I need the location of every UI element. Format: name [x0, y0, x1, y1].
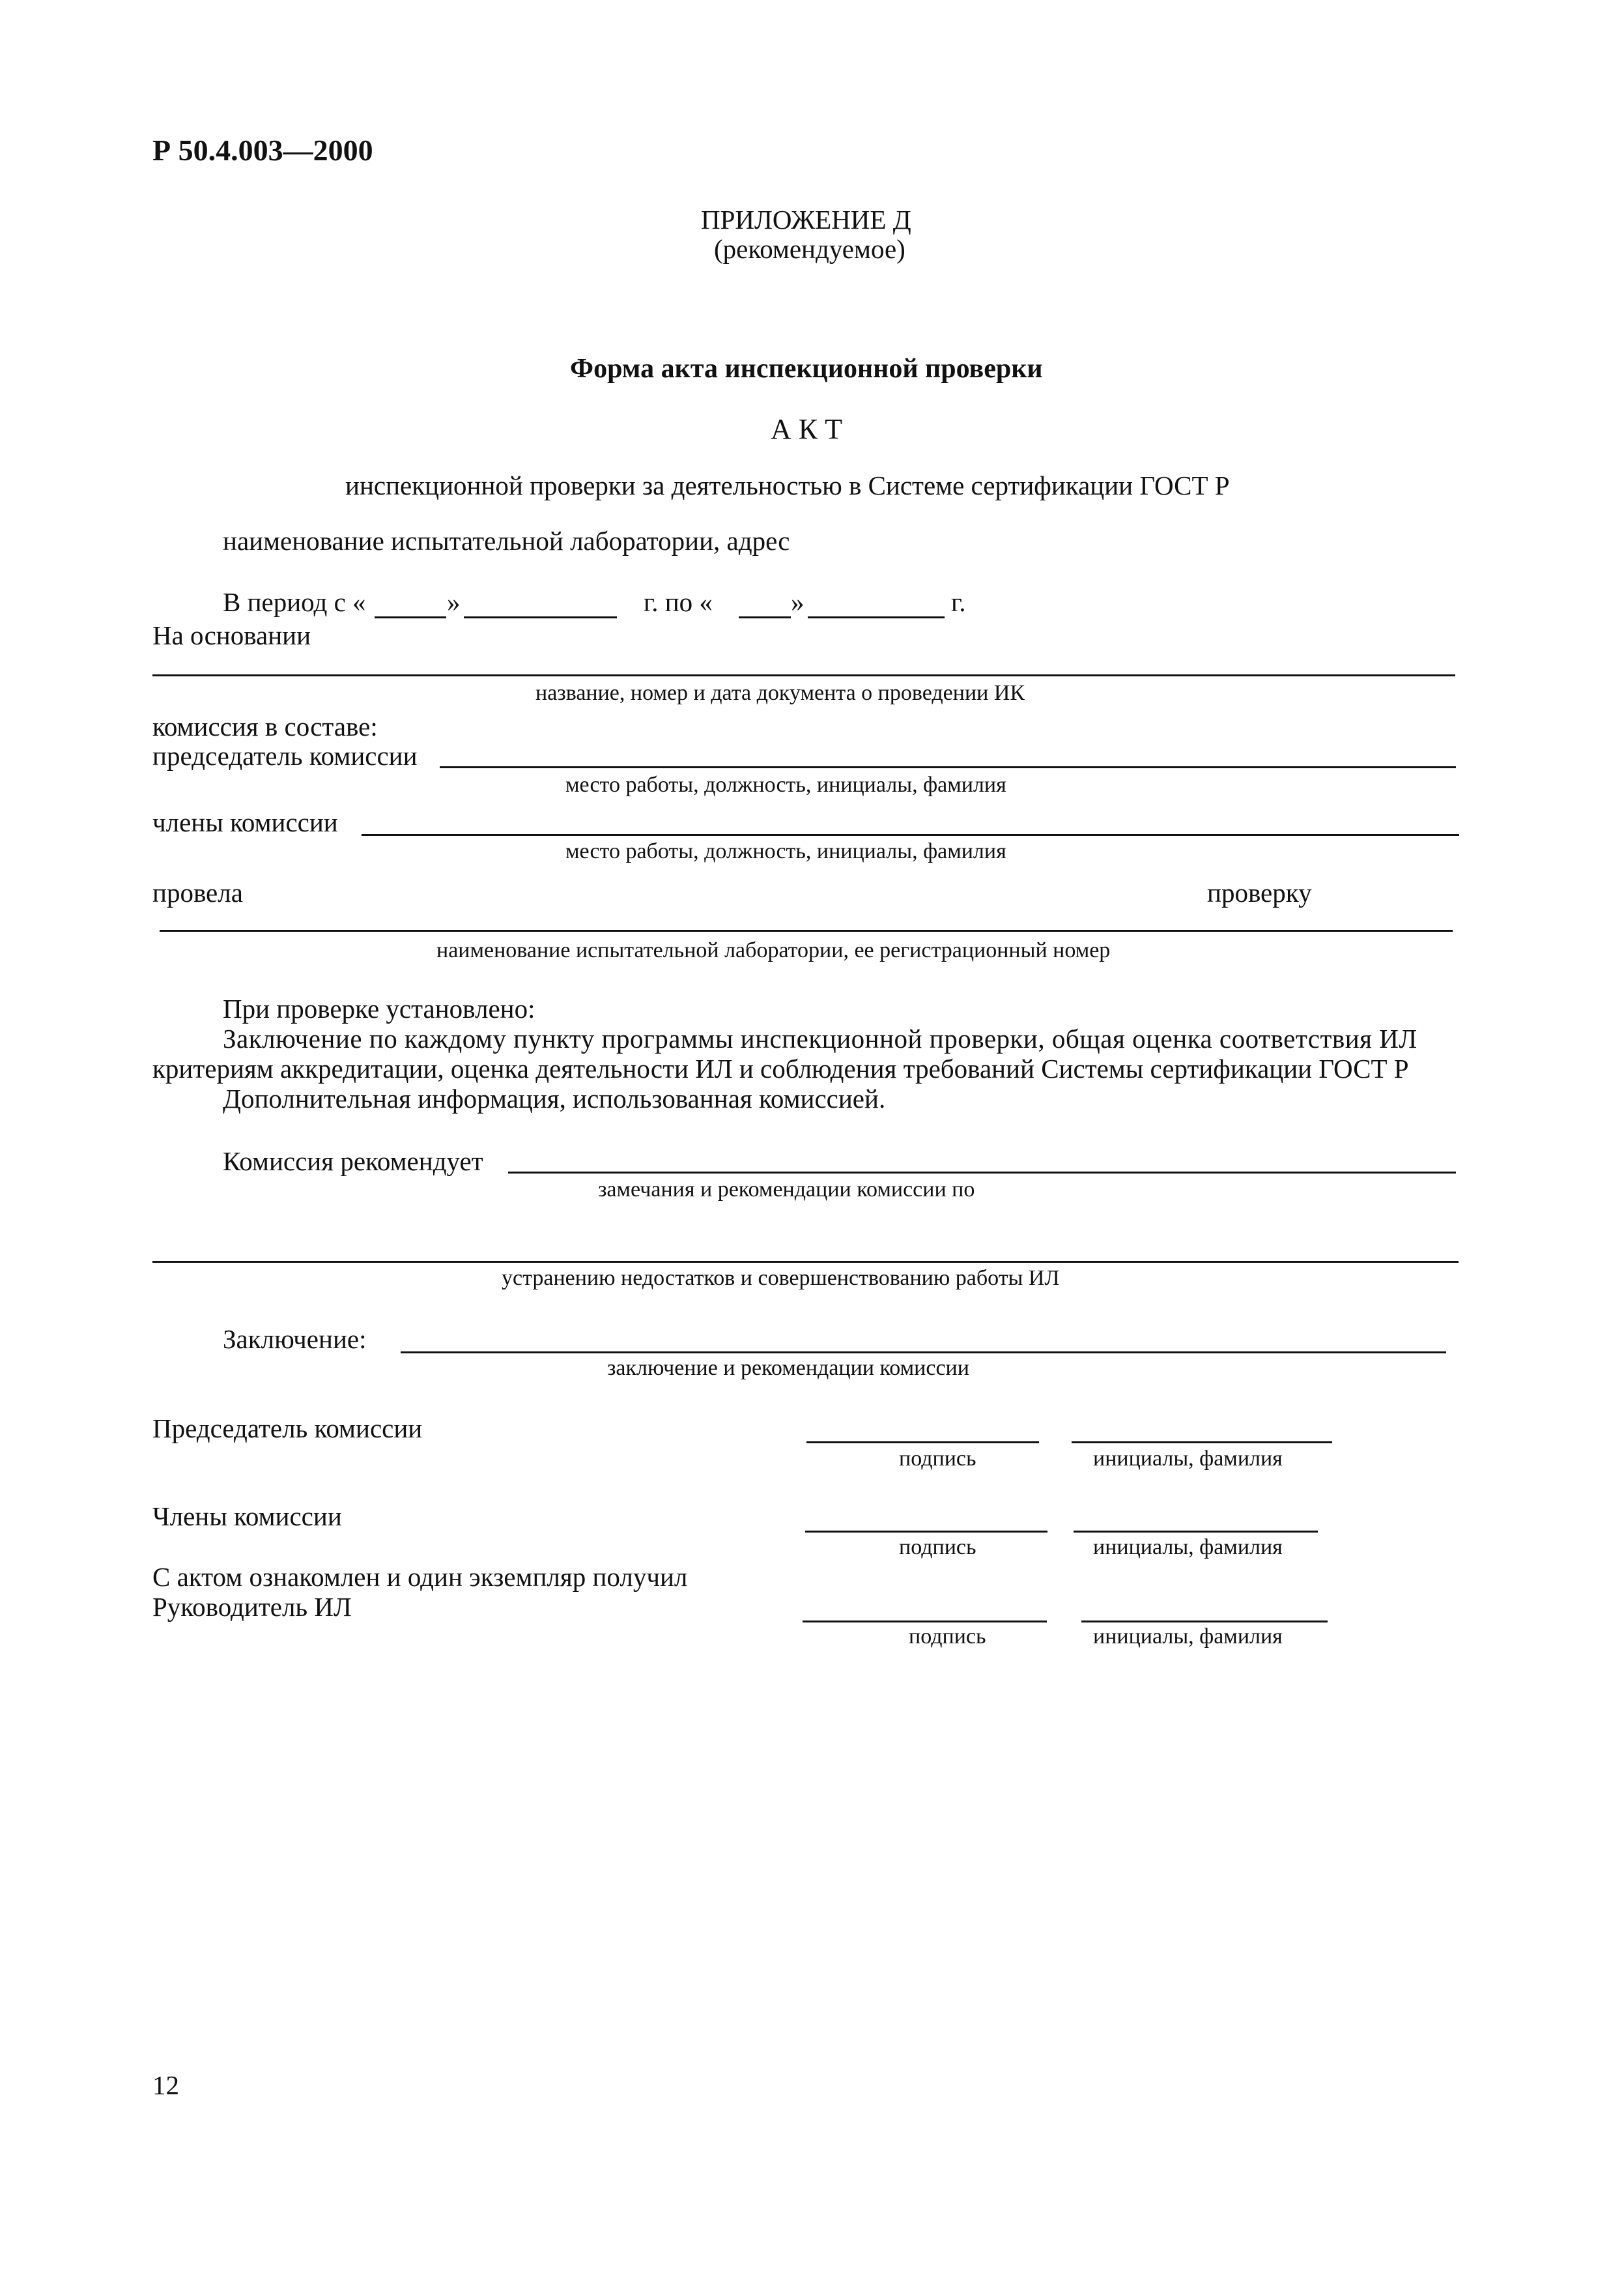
signature-ack-line1: С актом ознакомлен и один экземпляр получил: [152, 1562, 688, 1592]
commission-chair-label: председатель комиссии: [152, 741, 418, 771]
findings-conclusion-line2: критериям аккредитации, оценка деятельности ИЛ и соблюдения требований Системы сертификации ГОСТ Р: [152, 1054, 1409, 1084]
period-month2-blank: [808, 616, 945, 618]
signature-ack-line2: Руководитель ИЛ: [152, 1592, 352, 1622]
signature-head-name-blank: [1081, 1621, 1328, 1622]
recommend-caption2: устранению недостатков и совершенствованию работы ИЛ: [502, 1266, 1060, 1290]
commission-chair-caption: место работы, должность, инициалы, фамилия: [565, 773, 1006, 797]
commission-members-blank: [362, 834, 1459, 836]
signature-head-sign-caption: подпись: [909, 1624, 986, 1649]
findings-additional: Дополнительная информация, использованная комиссией.: [223, 1084, 886, 1114]
conclusion-caption: заключение и рекомендации комиссии: [607, 1356, 969, 1380]
period-prefix: В период с «: [223, 587, 366, 617]
period-quote2-close: »: [791, 587, 805, 617]
appendix-title: ПРИЛОЖЕНИЕ Д: [701, 205, 911, 235]
conclusion-label: Заключение:: [223, 1324, 367, 1354]
signature-members-sign-blank: [805, 1531, 1047, 1533]
period-year2-label: г.: [951, 587, 966, 617]
basis-blank: [152, 674, 1455, 676]
signature-members-label: Члены комиссии: [152, 1501, 342, 1531]
commission-members-label: члены комиссии: [152, 807, 338, 837]
commission-lab-caption: наименование испытательной лаборатории, ее регистрационный номер: [436, 938, 1111, 962]
period-day2-blank: [739, 616, 791, 618]
commission-conducted-label: провела: [152, 878, 243, 908]
commission-check-label: проверку: [1207, 878, 1312, 908]
recommend-blank: [508, 1172, 1456, 1174]
act-title: А К Т: [771, 413, 842, 445]
signature-head-sign-blank: [803, 1621, 1047, 1622]
recommend-label: Комиссия рекомендует: [223, 1146, 483, 1176]
signature-head-name-caption: инициалы, фамилия: [1093, 1624, 1283, 1649]
recommend-caption1: замечания и рекомендации комиссии по: [598, 1177, 975, 1202]
lab-name-label: наименование испытательной лаборатории, адрес: [223, 526, 790, 556]
signature-chair-label: Председатель комиссии: [152, 1413, 423, 1443]
period-day1-blank: [375, 616, 446, 618]
page-number: 12: [152, 2070, 179, 2100]
act-subtitle: инспекционной проверки за деятельностью в Системе сертификации ГОСТ Р: [345, 470, 1230, 500]
commission-composition-label: комиссия в составе:: [152, 712, 378, 742]
signature-chair-name-blank: [1072, 1441, 1332, 1443]
conclusion-blank: [401, 1351, 1446, 1353]
commission-members-caption: место работы, должность, инициалы, фамилия: [565, 839, 1006, 863]
period-year1-label: г. по «: [644, 587, 713, 617]
recommend-blank-2: [152, 1261, 1459, 1263]
appendix-status: (рекомендуемое): [714, 234, 905, 264]
signature-chair-sign-caption: подпись: [899, 1447, 976, 1471]
commission-lab-blank: [160, 930, 1453, 932]
period-quote1-close: »: [447, 587, 461, 617]
signature-members-name-caption: инициалы, фамилия: [1093, 1535, 1283, 1559]
commission-chair-blank: [440, 766, 1456, 768]
basis-label: На основании: [152, 620, 311, 650]
document-code: Р 50.4.003—2000: [152, 134, 373, 167]
period-month1-blank: [464, 616, 617, 618]
basis-caption: название, номер и дата документа о проведении ИК: [535, 681, 1025, 705]
signature-members-sign-caption: подпись: [899, 1535, 976, 1559]
signature-members-name-blank: [1074, 1531, 1318, 1533]
signature-chair-sign-blank: [806, 1441, 1039, 1443]
findings-conclusion-line1: Заключение по каждому пункту программы инспекционной проверки, общая оценка соответствия ИЛ: [223, 1024, 1417, 1054]
form-title: Форма акта инспекционной проверки: [570, 354, 1043, 384]
signature-chair-name-caption: инициалы, фамилия: [1093, 1447, 1283, 1471]
findings-established: При проверке установлено:: [223, 994, 535, 1024]
